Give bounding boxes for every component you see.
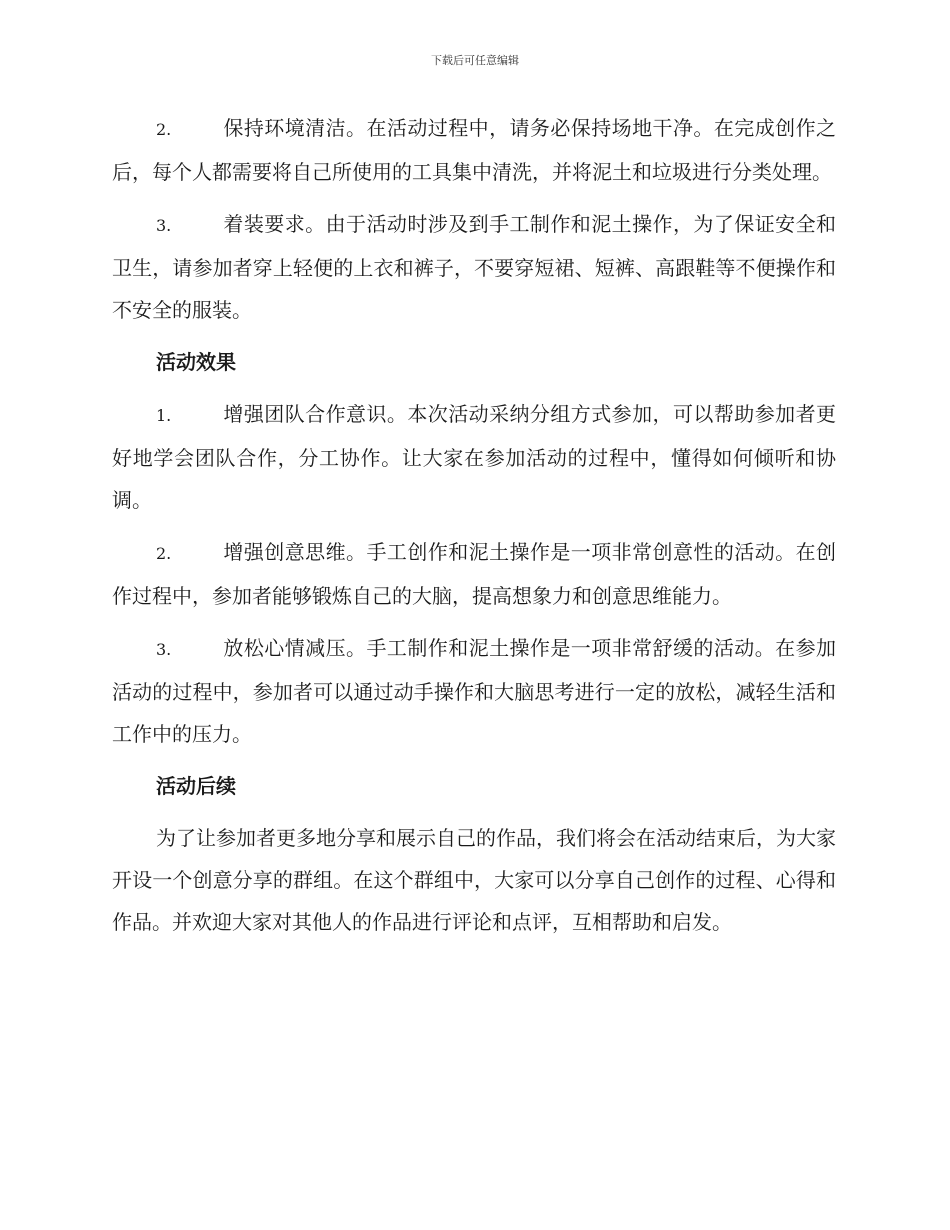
list-item-text: 保持环境清洁。在活动过程中，请务必保持场地干净。在完成创作之后，每个人都需要将自己所使用的工具集中清洗，并将泥土和垃圾进行分类处理。 [112, 116, 836, 184]
list-item-text: 增强团队合作意识。本次活动采纳分组方式参加，可以帮助参加者更好地学会团队合作，分工协作。让大家在参加活动的过程中，懂得如何倾听和协调。 [112, 402, 836, 512]
list-item-creativity [112, 531, 836, 617]
list-item-teamwork [112, 393, 836, 521]
list-item-text: 着装要求。由于活动时涉及到手工制作和泥土操作，为了保证安全和卫生，请参加者穿上轻便的上衣和裤子，不要穿短裙、短裤、高跟鞋等不便操作和不安全的服装。 [112, 212, 836, 322]
list-number: 2. [156, 120, 172, 139]
list-item-keep-clean [112, 107, 836, 193]
section-heading-followup: 活动后续 [156, 774, 236, 798]
list-number: 3. [156, 216, 172, 235]
list-number: 2. [156, 544, 172, 563]
document-body [112, 107, 836, 953]
list-item-text: 放松心情减压。手工制作和泥土操作是一项非常舒缓的活动。在参加活动的过程中，参加者可以通过动手操作和大脑思考进行一定的放松，减轻生活和工作中的压力。 [112, 636, 836, 746]
list-number: 3. [156, 640, 172, 659]
list-number: 1. [156, 406, 172, 425]
list-item-relax [112, 627, 836, 755]
page-header: 下载后可任意编辑 [431, 54, 519, 67]
section-heading-effects: 活动效果 [156, 350, 236, 374]
list-item-dress-code [112, 203, 836, 331]
followup-paragraph: 为了让参加者更多地分享和展示自己的作品，我们将会在活动结束后，为大家开设一个创意分享的群组。在这个群组中，大家可以分享自己创作的过程、心得和作品。并欢迎大家对其他人的作品进行评论和点评，互相帮助和启发。 [112, 826, 836, 934]
list-item-text: 增强创意思维。手工创作和泥土操作是一项非常创意性的活动。在创作过程中，参加者能够锻炼自己的大脑，提高想象力和创意思维能力。 [112, 540, 836, 608]
